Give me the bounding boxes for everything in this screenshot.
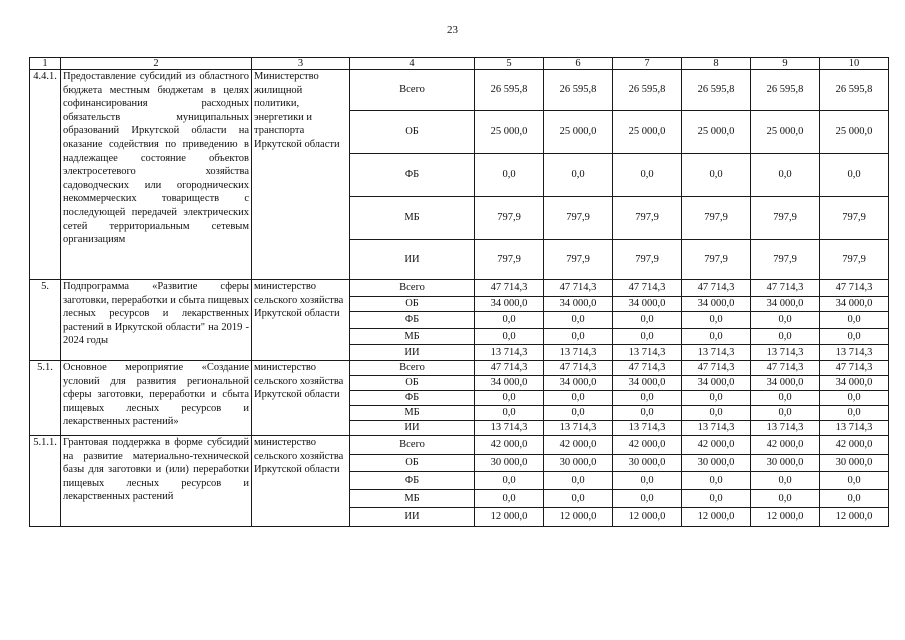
amount-cell: 30 000,0 [820, 455, 889, 472]
amount-cell: 0,0 [613, 472, 682, 490]
item-executor: Министерство жилищной политики, энергетики и транспорта Иркутской области [252, 70, 350, 280]
amount-cell: 30 000,0 [613, 455, 682, 472]
item-description: Грантовая поддержка в форме субсидий на развитие материально-технической базы для заготовки и (или) переработки пищевых лесных ресурсов и лекарственных растений [61, 436, 252, 527]
column-number: 3 [252, 58, 350, 70]
budget-table [29, 57, 889, 527]
amount-cell: 13 714,3 [475, 421, 544, 436]
column-number: 6 [544, 58, 613, 70]
item-code: 5. [30, 280, 61, 361]
amount-cell: 47 714,3 [751, 280, 820, 297]
amount-cell: 0,0 [544, 406, 613, 421]
amount-cell: 797,9 [544, 197, 613, 240]
amount-cell: 34 000,0 [613, 297, 682, 312]
amount-cell: 0,0 [751, 312, 820, 329]
table-row [30, 70, 889, 111]
amount-cell: 25 000,0 [682, 111, 751, 154]
amount-cell: 0,0 [820, 329, 889, 345]
amount-cell: 0,0 [820, 154, 889, 197]
table-row [30, 436, 889, 455]
amount-cell: 26 595,8 [682, 70, 751, 111]
amount-cell: 0,0 [544, 154, 613, 197]
column-number: 2 [61, 58, 252, 70]
amount-cell: 34 000,0 [475, 297, 544, 312]
amount-cell: 0,0 [613, 154, 682, 197]
amount-cell: 34 000,0 [820, 376, 889, 391]
amount-cell: 47 714,3 [613, 361, 682, 376]
amount-cell: 797,9 [820, 240, 889, 280]
amount-cell: 797,9 [475, 197, 544, 240]
column-number: 5 [475, 58, 544, 70]
amount-cell: 12 000,0 [475, 508, 544, 527]
funding-source: МБ [350, 329, 475, 345]
amount-cell: 0,0 [682, 312, 751, 329]
amount-cell: 12 000,0 [613, 508, 682, 527]
amount-cell: 47 714,3 [751, 361, 820, 376]
funding-source: Всего [350, 361, 475, 376]
amount-cell: 0,0 [820, 490, 889, 508]
amount-cell: 797,9 [751, 197, 820, 240]
amount-cell: 12 000,0 [544, 508, 613, 527]
amount-cell: 13 714,3 [613, 345, 682, 361]
amount-cell: 0,0 [820, 312, 889, 329]
amount-cell: 0,0 [751, 154, 820, 197]
amount-cell: 0,0 [682, 329, 751, 345]
amount-cell: 0,0 [613, 490, 682, 508]
amount-cell: 797,9 [613, 240, 682, 280]
amount-cell: 12 000,0 [820, 508, 889, 527]
funding-source: ФБ [350, 472, 475, 490]
amount-cell: 26 595,8 [613, 70, 682, 111]
item-code: 5.1. [30, 361, 61, 436]
amount-cell: 34 000,0 [544, 297, 613, 312]
amount-cell: 0,0 [751, 472, 820, 490]
amount-cell: 797,9 [475, 240, 544, 280]
amount-cell: 42 000,0 [682, 436, 751, 455]
amount-cell: 13 714,3 [544, 421, 613, 436]
column-number-row [30, 58, 889, 70]
amount-cell: 0,0 [544, 329, 613, 345]
amount-cell: 0,0 [751, 329, 820, 345]
amount-cell: 0,0 [544, 391, 613, 406]
column-number: 8 [682, 58, 751, 70]
amount-cell: 34 000,0 [475, 376, 544, 391]
amount-cell: 0,0 [613, 391, 682, 406]
amount-cell: 42 000,0 [613, 436, 682, 455]
column-number: 10 [820, 58, 889, 70]
funding-source: МБ [350, 406, 475, 421]
item-executor: министерство сельского хозяйства Иркутской области [252, 361, 350, 436]
funding-source: МБ [350, 197, 475, 240]
amount-cell: 34 000,0 [820, 297, 889, 312]
amount-cell: 34 000,0 [613, 376, 682, 391]
amount-cell: 0,0 [475, 472, 544, 490]
table-row [30, 361, 889, 376]
amount-cell: 0,0 [682, 472, 751, 490]
funding-source: Всего [350, 70, 475, 111]
funding-source: ФБ [350, 312, 475, 329]
funding-source: ФБ [350, 154, 475, 197]
item-code: 5.1.1. [30, 436, 61, 527]
amount-cell: 0,0 [820, 472, 889, 490]
funding-source: ФБ [350, 391, 475, 406]
amount-cell: 13 714,3 [613, 421, 682, 436]
amount-cell: 26 595,8 [751, 70, 820, 111]
amount-cell: 47 714,3 [820, 280, 889, 297]
amount-cell: 26 595,8 [544, 70, 613, 111]
table-row [30, 280, 889, 297]
amount-cell: 0,0 [751, 391, 820, 406]
item-code: 4.4.1. [30, 70, 61, 280]
funding-source: ОБ [350, 111, 475, 154]
amount-cell: 0,0 [613, 329, 682, 345]
amount-cell: 34 000,0 [751, 376, 820, 391]
amount-cell: 34 000,0 [751, 297, 820, 312]
amount-cell: 30 000,0 [682, 455, 751, 472]
amount-cell: 26 595,8 [475, 70, 544, 111]
funding-source: Всего [350, 436, 475, 455]
funding-source: ИИ [350, 345, 475, 361]
amount-cell: 13 714,3 [820, 345, 889, 361]
funding-source: ИИ [350, 240, 475, 280]
budget-table-body [30, 58, 889, 527]
funding-source: ИИ [350, 421, 475, 436]
item-executor: министерство сельского хозяйства Иркутской области [252, 280, 350, 361]
amount-cell: 0,0 [682, 406, 751, 421]
amount-cell: 0,0 [820, 406, 889, 421]
funding-source: ОБ [350, 455, 475, 472]
amount-cell: 0,0 [475, 406, 544, 421]
amount-cell: 0,0 [544, 472, 613, 490]
amount-cell: 42 000,0 [544, 436, 613, 455]
amount-cell: 13 714,3 [751, 421, 820, 436]
item-description: Предоставление субсидий из областного бюджета местным бюджетам в целях софинансирования расходных обязательств муниципальных образований Иркутской области на оказание содействия по приведению в надлежащее состояние объектов электросетевого хозяйства садоводческих или огороднических некоммерческих товариществ с последующей передачей электрических сетей территориальным сетевым организациям [61, 70, 252, 280]
amount-cell: 13 714,3 [682, 345, 751, 361]
amount-cell: 42 000,0 [751, 436, 820, 455]
amount-cell: 47 714,3 [475, 361, 544, 376]
amount-cell: 47 714,3 [475, 280, 544, 297]
amount-cell: 34 000,0 [544, 376, 613, 391]
amount-cell: 0,0 [751, 490, 820, 508]
item-description: Основное мероприятие «Создание условий для развития региональной сферы заготовки, переработки и сбыта пищевых лесных ресурсов и лекарственных растений» [61, 361, 252, 436]
amount-cell: 47 714,3 [613, 280, 682, 297]
amount-cell: 0,0 [475, 490, 544, 508]
item-description: Подпрограмма «Развитие сферы заготовки, переработки и сбыта пищевых лесных ресурсов и лекарственных растений в Иркутской области" на 2019 - 2024 годы [61, 280, 252, 361]
amount-cell: 12 000,0 [682, 508, 751, 527]
amount-cell: 47 714,3 [820, 361, 889, 376]
amount-cell: 0,0 [475, 329, 544, 345]
amount-cell: 797,9 [820, 197, 889, 240]
amount-cell: 47 714,3 [682, 280, 751, 297]
amount-cell: 797,9 [682, 197, 751, 240]
amount-cell: 25 000,0 [820, 111, 889, 154]
amount-cell: 0,0 [544, 312, 613, 329]
amount-cell: 0,0 [682, 490, 751, 508]
amount-cell: 13 714,3 [544, 345, 613, 361]
column-number: 1 [30, 58, 61, 70]
funding-source: ИИ [350, 508, 475, 527]
amount-cell: 12 000,0 [751, 508, 820, 527]
amount-cell: 13 714,3 [682, 421, 751, 436]
column-number: 9 [751, 58, 820, 70]
amount-cell: 797,9 [544, 240, 613, 280]
funding-source: Всего [350, 280, 475, 297]
amount-cell: 797,9 [613, 197, 682, 240]
funding-source: ОБ [350, 376, 475, 391]
amount-cell: 42 000,0 [475, 436, 544, 455]
amount-cell: 25 000,0 [751, 111, 820, 154]
amount-cell: 0,0 [544, 490, 613, 508]
column-number: 4 [350, 58, 475, 70]
funding-source: МБ [350, 490, 475, 508]
amount-cell: 34 000,0 [682, 376, 751, 391]
amount-cell: 0,0 [475, 154, 544, 197]
amount-cell: 797,9 [682, 240, 751, 280]
amount-cell: 13 714,3 [820, 421, 889, 436]
amount-cell: 26 595,8 [820, 70, 889, 111]
amount-cell: 30 000,0 [751, 455, 820, 472]
amount-cell: 47 714,3 [682, 361, 751, 376]
amount-cell: 34 000,0 [682, 297, 751, 312]
amount-cell: 47 714,3 [544, 280, 613, 297]
amount-cell: 0,0 [820, 391, 889, 406]
amount-cell: 797,9 [751, 240, 820, 280]
amount-cell: 0,0 [613, 312, 682, 329]
amount-cell: 0,0 [613, 406, 682, 421]
amount-cell: 25 000,0 [544, 111, 613, 154]
amount-cell: 42 000,0 [820, 436, 889, 455]
amount-cell: 0,0 [475, 391, 544, 406]
funding-source: ОБ [350, 297, 475, 312]
amount-cell: 30 000,0 [544, 455, 613, 472]
column-number: 7 [613, 58, 682, 70]
amount-cell: 13 714,3 [475, 345, 544, 361]
amount-cell: 47 714,3 [544, 361, 613, 376]
page-number: 23 [447, 24, 458, 36]
amount-cell: 0,0 [751, 406, 820, 421]
item-executor: министерство сельского хозяйства Иркутской области [252, 436, 350, 527]
amount-cell: 13 714,3 [751, 345, 820, 361]
amount-cell: 0,0 [682, 154, 751, 197]
amount-cell: 30 000,0 [475, 455, 544, 472]
amount-cell: 0,0 [475, 312, 544, 329]
amount-cell: 25 000,0 [613, 111, 682, 154]
amount-cell: 25 000,0 [475, 111, 544, 154]
amount-cell: 0,0 [682, 391, 751, 406]
